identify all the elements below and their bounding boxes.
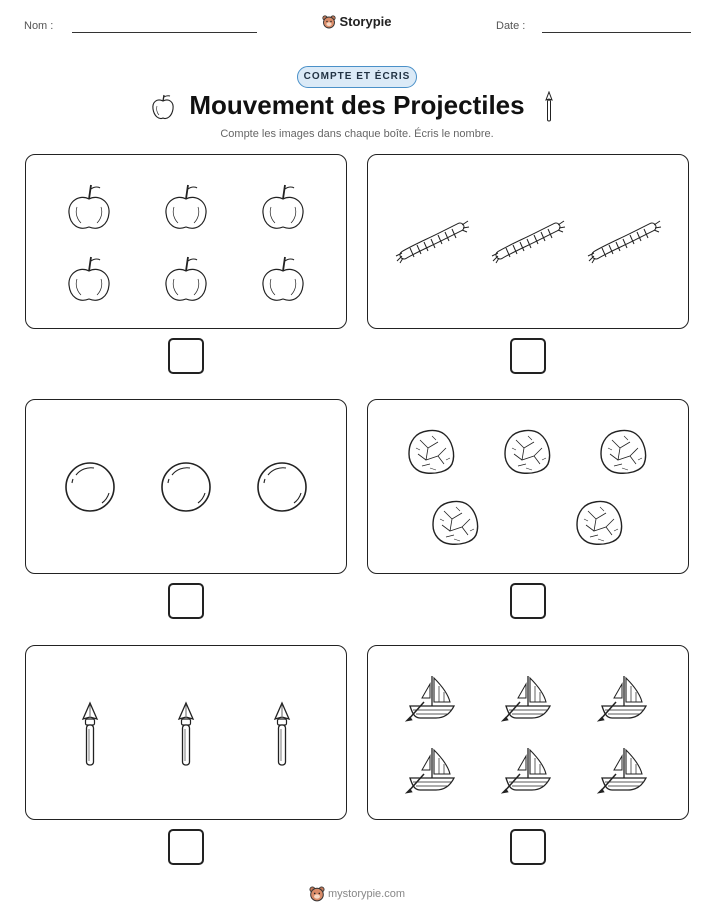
- activity-badge: COMPTE ET ÉCRIS: [297, 66, 417, 88]
- footer-url[interactable]: mystorypie.com: [327, 888, 406, 900]
- answer-box-boats[interactable]: [510, 829, 546, 865]
- answer-box-spears[interactable]: [168, 829, 204, 865]
- apple-group: [26, 155, 348, 330]
- bubble-group: [26, 400, 348, 575]
- boat-icon: [502, 748, 550, 793]
- boat-group: [368, 646, 690, 821]
- answer-box-bubbles[interactable]: [168, 583, 204, 619]
- apple-icon: [263, 185, 303, 228]
- counting-card-rocks: [367, 399, 689, 574]
- date-field[interactable]: [542, 32, 691, 33]
- bear-logo-icon: [322, 15, 336, 29]
- apple-icon: [166, 257, 206, 300]
- rock-icon: [601, 431, 646, 474]
- rope-icon: [396, 221, 469, 263]
- rope-group: [368, 155, 690, 330]
- rope-icon: [492, 221, 565, 263]
- answer-box-ropes[interactable]: [510, 338, 546, 374]
- rock-icon: [433, 502, 478, 545]
- instructions: Compte les images dans chaque boîte. Écris le nombre.: [220, 128, 494, 140]
- rock-icon: [577, 502, 622, 545]
- spear-group: [26, 646, 348, 821]
- rock-group: [368, 400, 690, 575]
- counting-card-apples: [25, 154, 347, 329]
- footer: [0, 886, 714, 902]
- brand-logo: [0, 13, 714, 29]
- answer-box-rocks[interactable]: [510, 583, 546, 619]
- date-label: Date :: [496, 20, 526, 32]
- boat-icon: [598, 748, 646, 793]
- counting-card-spears: [25, 645, 347, 820]
- boat-icon: [406, 676, 454, 721]
- apple-icon: [166, 185, 206, 228]
- spear-icon: [275, 703, 289, 765]
- bear-logo-icon: [309, 886, 325, 902]
- answer-box-apples[interactable]: [168, 338, 204, 374]
- rock-icon: [505, 431, 550, 474]
- counting-card-bubbles: [25, 399, 347, 574]
- boat-icon: [598, 676, 646, 721]
- rope-icon: [588, 221, 661, 263]
- counting-card-boats: [367, 645, 689, 820]
- bubble-icon: [66, 463, 114, 511]
- name-field[interactable]: [72, 32, 257, 33]
- page-title: Mouvement des Projectiles: [189, 90, 525, 120]
- apple-icon: [69, 257, 109, 300]
- bubble-icon: [258, 463, 306, 511]
- apple-icon: [263, 257, 303, 300]
- rock-icon: [409, 431, 454, 474]
- header: [0, 0, 714, 50]
- spear-icon: [83, 703, 97, 765]
- apple-icon: [69, 185, 109, 228]
- boat-icon: [406, 748, 454, 793]
- counting-card-ropes: [367, 154, 689, 329]
- name-label: Nom :: [24, 20, 54, 32]
- brand-name: Storypie: [339, 14, 392, 30]
- bubble-icon: [162, 463, 210, 511]
- boat-icon: [502, 676, 550, 721]
- spear-icon: [179, 703, 193, 765]
